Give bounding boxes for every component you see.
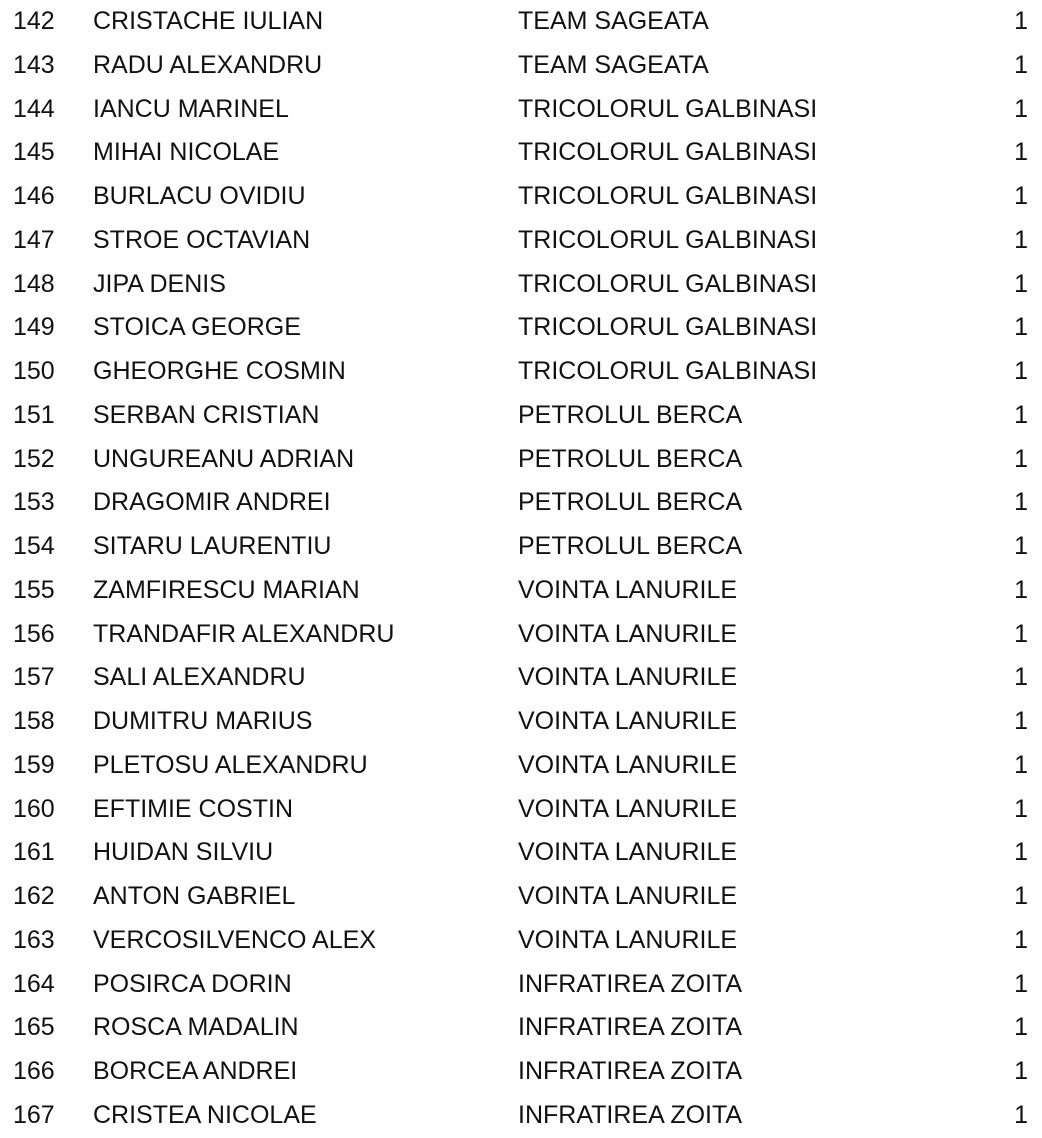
- points-value: 1: [1014, 50, 1028, 79]
- row-number: 146: [13, 182, 55, 210]
- team-name: VOINTA LANURILE: [518, 707, 738, 735]
- points-value: 1: [1014, 838, 1028, 867]
- team-name: VOINTA LANURILE: [518, 750, 738, 779]
- team-name: TRICOLORUL GALBINASI: [518, 94, 818, 123]
- player-name: HUIDAN SILVIU: [93, 838, 274, 867]
- table-row: [0, 219, 1042, 263]
- table-row: [0, 438, 1042, 482]
- player-name: EFTIMIE COSTIN: [93, 794, 293, 823]
- player-name: CRISTEA NICOLAE: [93, 1100, 317, 1129]
- table-row: [0, 963, 1042, 1007]
- player-name: GHEORGHE COSMIN: [93, 357, 346, 385]
- points-value: 1: [1014, 94, 1028, 123]
- points-value: 1: [1014, 707, 1028, 735]
- team-name: TEAM SAGEATA: [518, 50, 709, 79]
- table-row: [0, 525, 1042, 569]
- row-number: 154: [13, 532, 55, 560]
- team-name: TRICOLORUL GALBINASI: [518, 182, 818, 210]
- row-number: 142: [13, 7, 55, 35]
- table-row: [0, 1006, 1042, 1050]
- points-value: 1: [1014, 663, 1028, 692]
- points-value: 1: [1014, 619, 1028, 648]
- table-row: [0, 131, 1042, 175]
- points-value: 1: [1014, 269, 1028, 298]
- player-name: PLETOSU ALEXANDRU: [93, 750, 368, 779]
- row-number: 155: [13, 575, 55, 604]
- table-row: [0, 1050, 1042, 1094]
- points-value: 1: [1014, 750, 1028, 779]
- team-name: VOINTA LANURILE: [518, 575, 738, 604]
- points-value: 1: [1014, 1100, 1028, 1129]
- points-value: 1: [1014, 444, 1028, 473]
- team-name: INFRATIREA ZOITA: [518, 1013, 743, 1042]
- points-value: 1: [1014, 794, 1028, 823]
- row-number: 156: [13, 619, 55, 648]
- points-value: 1: [1014, 313, 1028, 342]
- table-row: [0, 44, 1042, 88]
- row-number: 165: [13, 1013, 55, 1042]
- row-number: 151: [13, 400, 55, 429]
- row-number: 150: [13, 357, 55, 385]
- row-number: 144: [13, 94, 55, 123]
- team-name: INFRATIREA ZOITA: [518, 1100, 743, 1129]
- row-number: 153: [13, 488, 55, 517]
- row-number: 167: [13, 1100, 55, 1129]
- team-name: VOINTA LANURILE: [518, 838, 738, 867]
- points-value: 1: [1014, 925, 1028, 954]
- team-name: VOINTA LANURILE: [518, 663, 738, 692]
- table-row: [0, 263, 1042, 307]
- row-number: 157: [13, 663, 55, 692]
- table-row: [0, 613, 1042, 657]
- row-number: 166: [13, 1057, 55, 1085]
- team-name: PETROLUL BERCA: [518, 532, 743, 560]
- table-row: [0, 350, 1042, 394]
- player-name: ZAMFIRESCU MARIAN: [93, 575, 360, 604]
- table-row: [0, 875, 1042, 919]
- table-row: [0, 569, 1042, 613]
- player-name: ANTON GABRIEL: [93, 882, 296, 910]
- row-number: 162: [13, 882, 55, 910]
- table-row: [0, 744, 1042, 788]
- player-name: SALI ALEXANDRU: [93, 663, 306, 692]
- points-value: 1: [1014, 532, 1028, 560]
- player-name: JIPA DENIS: [93, 269, 226, 298]
- row-number: 158: [13, 707, 55, 735]
- team-name: VOINTA LANURILE: [518, 882, 738, 910]
- team-name: PETROLUL BERCA: [518, 444, 743, 473]
- points-value: 1: [1014, 488, 1028, 517]
- team-name: TRICOLORUL GALBINASI: [518, 269, 818, 298]
- team-name: VOINTA LANURILE: [518, 925, 738, 954]
- table-row: [0, 306, 1042, 350]
- row-number: 163: [13, 925, 55, 954]
- points-value: 1: [1014, 969, 1028, 998]
- table-row: [0, 88, 1042, 132]
- team-name: TRICOLORUL GALBINASI: [518, 313, 818, 342]
- team-name: PETROLUL BERCA: [518, 488, 743, 517]
- team-name: TRICOLORUL GALBINASI: [518, 357, 818, 385]
- team-name: TRICOLORUL GALBINASI: [518, 225, 818, 254]
- row-number: 147: [13, 225, 55, 254]
- row-number: 161: [13, 838, 55, 867]
- player-name: DRAGOMIR ANDREI: [93, 488, 331, 517]
- player-name: STOICA GEORGE: [93, 313, 301, 342]
- table-row: [0, 394, 1042, 438]
- player-name: SERBAN CRISTIAN: [93, 400, 320, 429]
- player-name: ROSCA MADALIN: [93, 1013, 299, 1042]
- player-name: DUMITRU MARIUS: [93, 707, 313, 735]
- team-name: TRICOLORUL GALBINASI: [518, 138, 818, 167]
- table-row: [0, 481, 1042, 525]
- points-value: 1: [1014, 400, 1028, 429]
- team-name: INFRATIREA ZOITA: [518, 1057, 743, 1085]
- row-number: 164: [13, 969, 55, 998]
- player-name: VERCOSILVENCO ALEX: [93, 925, 376, 954]
- table-row: [0, 1094, 1042, 1138]
- row-number: 149: [13, 313, 55, 342]
- team-name: TEAM SAGEATA: [518, 7, 709, 35]
- table-row: [0, 700, 1042, 744]
- points-value: 1: [1014, 357, 1028, 385]
- points-value: 1: [1014, 575, 1028, 604]
- row-number: 159: [13, 750, 55, 779]
- player-name: TRANDAFIR ALEXANDRU: [93, 619, 395, 648]
- points-value: 1: [1014, 138, 1028, 167]
- row-number: 145: [13, 138, 55, 167]
- points-value: 1: [1014, 182, 1028, 210]
- points-value: 1: [1014, 1057, 1028, 1085]
- player-name: STROE OCTAVIAN: [93, 225, 311, 254]
- player-name: MIHAI NICOLAE: [93, 138, 280, 167]
- player-name: UNGUREANU ADRIAN: [93, 444, 355, 473]
- player-name: POSIRCA DORIN: [93, 969, 292, 998]
- points-value: 1: [1014, 1013, 1028, 1042]
- player-name: CRISTACHE IULIAN: [93, 7, 324, 35]
- table-row: [0, 0, 1042, 44]
- row-number: 148: [13, 269, 55, 298]
- table-row: [0, 656, 1042, 700]
- points-value: 1: [1014, 882, 1028, 910]
- row-number: 152: [13, 444, 55, 473]
- team-name: VOINTA LANURILE: [518, 794, 738, 823]
- table-row: [0, 175, 1042, 219]
- player-name: BORCEA ANDREI: [93, 1057, 298, 1085]
- table-row: [0, 788, 1042, 832]
- team-name: INFRATIREA ZOITA: [518, 969, 743, 998]
- player-name: RADU ALEXANDRU: [93, 50, 323, 79]
- player-name: IANCU MARINEL: [93, 94, 289, 123]
- points-value: 1: [1014, 225, 1028, 254]
- row-number: 160: [13, 794, 55, 823]
- player-name: BURLACU OVIDIU: [93, 182, 306, 210]
- player-name: SITARU LAURENTIU: [93, 532, 332, 560]
- team-name: VOINTA LANURILE: [518, 619, 738, 648]
- row-number: 143: [13, 50, 55, 79]
- table-row: [0, 831, 1042, 875]
- table-row: [0, 919, 1042, 963]
- team-name: PETROLUL BERCA: [518, 400, 743, 429]
- points-value: 1: [1014, 7, 1028, 35]
